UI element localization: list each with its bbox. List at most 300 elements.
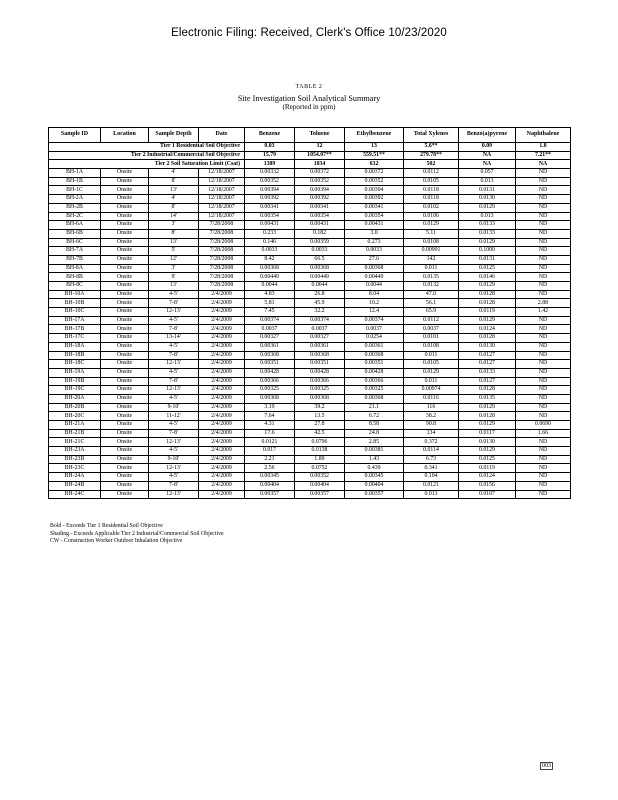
table-cell: 0.00341 <box>295 203 345 212</box>
table-cell: 17.6 <box>245 429 295 438</box>
table-cell: 56.1 <box>404 299 459 308</box>
table-cell: 0.372 <box>404 438 459 447</box>
table-cell: 0.00361 <box>295 342 345 351</box>
table-cell: BH-24C <box>49 490 101 499</box>
table-cell: ND <box>516 464 571 473</box>
table-cell: 0.00404 <box>295 481 345 490</box>
table-cell: 0.00357 <box>295 490 345 499</box>
table-cell: 0.00394 <box>295 186 345 195</box>
table-cell: ND <box>516 334 571 343</box>
table-cell: 0.00341 <box>245 203 295 212</box>
table-cell: 0.00428 <box>295 368 345 377</box>
table-cell: 0.00361 <box>345 342 404 351</box>
table-cell: 0.00404 <box>245 481 295 490</box>
table-cell: 0.00394 <box>345 186 404 195</box>
table-cell: 4.83 <box>245 290 295 299</box>
table-row <box>49 282 571 291</box>
table-cell: 0.104 <box>404 473 459 482</box>
table-cell: Onsite <box>101 334 149 343</box>
table-cell: 0.0128 <box>459 334 516 343</box>
table-cell: 2/4/2009 <box>199 368 245 377</box>
table-cell: Onsite <box>101 325 149 334</box>
table-cell: 0.00368 <box>245 264 295 273</box>
column-header: Naphthalene <box>516 128 571 143</box>
table-cell: Onsite <box>101 299 149 308</box>
table-cell: 42.5 <box>295 429 345 438</box>
table-cell: 0.00352 <box>245 177 295 186</box>
table-cell: ND <box>516 273 571 282</box>
table-row <box>49 308 571 317</box>
criteria-row <box>49 160 571 169</box>
table-cell: 0.0112 <box>404 316 459 325</box>
table-cell: 0.0129 <box>404 368 459 377</box>
table-cell: Onsite <box>101 212 149 221</box>
table-cell: ND <box>516 282 571 291</box>
table-cell: 0.439 <box>345 464 404 473</box>
table-cell: Onsite <box>101 229 149 238</box>
table-cell: BH-6B <box>49 229 101 238</box>
table-header <box>49 128 571 143</box>
table-cell: BH-17A <box>49 316 101 325</box>
table-cell: 2/4/2009 <box>199 386 245 395</box>
table-cell: 0.0037 <box>404 325 459 334</box>
table-cell: 6.73 <box>404 455 459 464</box>
table-cell: 0.0129 <box>459 421 516 430</box>
table-cell: 4-5' <box>149 394 199 403</box>
table-cell: 4-5' <box>149 342 199 351</box>
table-row <box>49 438 571 447</box>
table-cell: 2/4/2009 <box>199 473 245 482</box>
table-cell: 2.88 <box>516 299 571 308</box>
page-number: 003 <box>542 763 551 769</box>
table-cell: 0.00366 <box>295 377 345 386</box>
table-cell: BH-20C <box>49 412 101 421</box>
table-cell: Onsite <box>101 438 149 447</box>
criteria-value: 559.51** <box>345 151 404 160</box>
table-cell: 2/4/2009 <box>199 438 245 447</box>
table-cell: ND <box>516 394 571 403</box>
table-cell: 0.0146 <box>459 273 516 282</box>
table-cell: 0.00381 <box>345 447 404 456</box>
table-cell: BH-18B <box>49 351 101 360</box>
table-title: Site Investigation Soil Analytical Summary <box>237 94 381 103</box>
table-cell: Onsite <box>101 247 149 256</box>
table-cell: Onsite <box>101 264 149 273</box>
table-cell: 0.00428 <box>345 368 404 377</box>
criteria-value: 502 <box>404 160 459 169</box>
table-cell: 0.0121 <box>404 481 459 490</box>
table-row <box>49 169 571 178</box>
table-cell: 2/4/2009 <box>199 490 245 499</box>
table-cell: 12.4 <box>345 308 404 317</box>
table-cell: 0.0119 <box>459 308 516 317</box>
table-cell: 0.00359 <box>295 238 345 247</box>
table-row <box>49 481 571 490</box>
table-cell: 0.013 <box>404 490 459 499</box>
table-cell: Onsite <box>101 186 149 195</box>
table-cell: Onsite <box>101 447 149 456</box>
table-cell: 0.0121 <box>245 438 295 447</box>
table-cell: 6.72 <box>345 412 404 421</box>
table-cell: BH-10C <box>49 308 101 317</box>
table-cell: 2/4/2009 <box>199 412 245 421</box>
table-row <box>49 473 571 482</box>
table-cell: 2/4/2009 <box>199 455 245 464</box>
table-cell: 21.1 <box>345 403 404 412</box>
table-cell: BH-2A <box>49 195 101 204</box>
table-cell: Onsite <box>101 490 149 499</box>
table-cell: 0.00374 <box>245 316 295 325</box>
table-cell: 0.0037 <box>345 325 404 334</box>
table-cell: 12-13' <box>149 490 199 499</box>
criteria-row <box>49 151 571 160</box>
table-cell: 0.00354 <box>245 212 295 221</box>
table-cell: 0.0129 <box>404 221 459 230</box>
table-cell: 0.013 <box>459 212 516 221</box>
criteria-label: Tier 2 Industrial/Commercial Soil Objective <box>49 151 245 160</box>
table-cell: 0.0135 <box>404 273 459 282</box>
table-cell: BH-17B <box>49 325 101 334</box>
table-cell: Onsite <box>101 394 149 403</box>
table-cell: 0.0128 <box>459 290 516 299</box>
table-cell: 2.21 <box>245 455 295 464</box>
table-cell: ND <box>516 169 571 178</box>
table-cell: 0.0130 <box>459 342 516 351</box>
table-cell: 0.146 <box>245 238 295 247</box>
criteria-value: 0.09 <box>459 143 516 152</box>
table-cell: 0.00351 <box>295 360 345 369</box>
table-cell: 66.5 <box>295 255 345 264</box>
table-cell: ND <box>516 481 571 490</box>
table-cell: Onsite <box>101 464 149 473</box>
table-cell: 26.8 <box>295 290 345 299</box>
table-cell: 0.0128 <box>459 299 516 308</box>
table-cell: BH-1C <box>49 186 101 195</box>
table-cell: 0.00431 <box>345 221 404 230</box>
table-cell: 0.273 <box>345 238 404 247</box>
table-cell: 0.0129 <box>459 316 516 325</box>
table-cell: 1.89 <box>295 455 345 464</box>
table-cell: Onsite <box>101 429 149 438</box>
table-cell: BH-20B <box>49 403 101 412</box>
column-header: Total Xylenes <box>404 128 459 143</box>
table-cell: 0.00431 <box>295 221 345 230</box>
table-cell: 0.0796 <box>295 438 345 447</box>
table-cell: 0.0130 <box>459 195 516 204</box>
table-cell: 0.0112 <box>404 169 459 178</box>
table-cell: 5' <box>149 247 199 256</box>
criteria-value: 632 <box>345 160 404 169</box>
table-cell: Onsite <box>101 203 149 212</box>
table-cell: 2/4/2009 <box>199 351 245 360</box>
table-cell: ND <box>516 351 571 360</box>
table-cell: ND <box>516 203 571 212</box>
table-cell: 7/28/2008 <box>199 221 245 230</box>
table-row <box>49 351 571 360</box>
criteria-value: 13 <box>345 143 404 152</box>
table-cell: Onsite <box>101 342 149 351</box>
table-subtitle: (Reported in ppm) <box>282 103 336 111</box>
table-cell: 0.0128 <box>459 412 516 421</box>
table-cell: 0.057 <box>459 169 516 178</box>
table-cell: 0.00361 <box>245 342 295 351</box>
table-cell: 0.0037 <box>295 325 345 334</box>
table-row <box>49 360 571 369</box>
table-row <box>49 221 571 230</box>
table-cell: 0.0044 <box>345 282 404 291</box>
table-cell: 0.017 <box>245 447 295 456</box>
table-cell: 0.00368 <box>345 351 404 360</box>
table-row <box>49 464 571 473</box>
table-cell: Onsite <box>101 308 149 317</box>
table-cell: 0.0118 <box>404 186 459 195</box>
table-cell: BH-2C <box>49 212 101 221</box>
column-header: Toluene <box>295 128 345 143</box>
table-cell: 0.00325 <box>245 386 295 395</box>
table-cell: 0.00974 <box>404 386 459 395</box>
table-cell: 0.0129 <box>459 447 516 456</box>
legend-line: CW - Construction Worker Outdoor Inhalation Objective <box>50 538 183 545</box>
table-cell: 0.00368 <box>295 264 345 273</box>
table-cell: 12/18/2007 <box>199 195 245 204</box>
table-cell: 0.00352 <box>295 177 345 186</box>
table-row <box>49 247 571 256</box>
table-cell: 0.00368 <box>245 351 295 360</box>
table-cell: 38.2 <box>404 412 459 421</box>
table-row <box>49 195 571 204</box>
table-cell: 0.00449 <box>345 273 404 282</box>
table-cell: 4' <box>149 169 199 178</box>
table-cell: 0.0119 <box>459 464 516 473</box>
table-cell: 3.19 <box>245 403 295 412</box>
table-cell: Onsite <box>101 221 149 230</box>
table-cell: 45.9 <box>295 299 345 308</box>
table-cell: 3' <box>149 221 199 230</box>
table-cell: 116 <box>404 403 459 412</box>
table-cell: 0.0129 <box>459 282 516 291</box>
table-row <box>49 238 571 247</box>
table-label: TABLE 2 <box>295 84 323 90</box>
table-cell: BH-8B <box>49 273 101 282</box>
table-cell: 0.00392 <box>245 195 295 204</box>
column-header: Sample Depth <box>149 128 199 143</box>
table-cell: Onsite <box>101 455 149 464</box>
table-cell: Onsite <box>101 473 149 482</box>
table-cell: 0.0127 <box>459 377 516 386</box>
table-cell: 0.00372 <box>295 169 345 178</box>
table-cell: 0.0124 <box>459 325 516 334</box>
table-cell: 7/28/2008 <box>199 229 245 238</box>
table-cell: 2.85 <box>345 438 404 447</box>
table-row <box>49 455 571 464</box>
table-row <box>49 447 571 456</box>
table-cell: 0.00325 <box>295 386 345 395</box>
table-row <box>49 255 571 264</box>
table-cell: ND <box>516 447 571 456</box>
table-cell: 0.00428 <box>245 368 295 377</box>
table-cell: 0.233 <box>245 229 295 238</box>
table-cell: 0.0116 <box>404 394 459 403</box>
table-cell: 2/4/2009 <box>199 403 245 412</box>
table-row <box>49 264 571 273</box>
table-cell: 8.04 <box>345 290 404 299</box>
table-cell: 2/4/2009 <box>199 481 245 490</box>
table-cell: BH-21C <box>49 438 101 447</box>
table-cell: 0.0128 <box>459 386 516 395</box>
table-cell: ND <box>516 316 571 325</box>
table-row <box>49 212 571 221</box>
table-cell: ND <box>516 455 571 464</box>
table-cell: 2/4/2009 <box>199 299 245 308</box>
table-cell: 142 <box>404 255 459 264</box>
table-cell: 0.0129 <box>459 403 516 412</box>
legend-line: Bold - Exceeds Tier 1 Residential Soil Objective <box>50 523 163 529</box>
table-row <box>49 403 571 412</box>
table-cell: BH-23C <box>49 464 101 473</box>
table-cell: 7-8' <box>149 377 199 386</box>
table-cell: 0.00372 <box>345 169 404 178</box>
table-cell: 0.00392 <box>295 195 345 204</box>
table-cell: BH-18A <box>49 342 101 351</box>
table-cell: 0.013 <box>459 177 516 186</box>
table-cell: BH-8A <box>49 264 101 273</box>
table-cell: ND <box>516 386 571 395</box>
table-cell: ND <box>516 195 571 204</box>
table-cell: 0.00345 <box>345 473 404 482</box>
table-cell: Onsite <box>101 195 149 204</box>
table-row <box>49 290 571 299</box>
legend-line: Shading - Exceeds Applicable Tier 2 Industrial/Commercial Soil Objective <box>50 530 224 537</box>
criteria-value: NA <box>459 160 516 169</box>
table-cell: 7/28/2008 <box>199 247 245 256</box>
table-cell: Onsite <box>101 273 149 282</box>
table-cell: 12-13' <box>149 386 199 395</box>
table-cell: 9-10' <box>149 455 199 464</box>
table-row <box>49 229 571 238</box>
table-cell: ND <box>516 238 571 247</box>
table-cell: Onsite <box>101 316 149 325</box>
table-cell: 0.00327 <box>245 334 295 343</box>
table-cell: 0.00374 <box>295 316 345 325</box>
table-cell: BH-7A <box>49 247 101 256</box>
table-cell: 0.00991 <box>404 247 459 256</box>
table-cell: 2/4/2009 <box>199 290 245 299</box>
table-cell: 12-13' <box>149 464 199 473</box>
table-cell: 2/4/2009 <box>199 308 245 317</box>
table-cell: ND <box>516 490 571 499</box>
table-cell: 12-13' <box>149 308 199 317</box>
table-cell: ND <box>516 368 571 377</box>
table-cell: ND <box>516 360 571 369</box>
column-header: Benzo(a)pyrene <box>459 128 516 143</box>
criteria-value: 5.6** <box>404 143 459 152</box>
table-cell: 65.9 <box>404 308 459 317</box>
table-cell: Onsite <box>101 421 149 430</box>
table-cell: BH-8C <box>49 282 101 291</box>
table-cell: 7-8' <box>149 299 199 308</box>
table-cell: 0.0102 <box>404 203 459 212</box>
table-cell: BH-19C <box>49 386 101 395</box>
table-cell: 2/4/2009 <box>199 360 245 369</box>
table-cell: 0.0156 <box>459 481 516 490</box>
table-cell: BH-10B <box>49 299 101 308</box>
table-cell: BH-1A <box>49 169 101 178</box>
table-cell: BH-6C <box>49 238 101 247</box>
table-cell: 0.00374 <box>345 316 404 325</box>
table-cell: Onsite <box>101 360 149 369</box>
table-cell: Onsite <box>101 368 149 377</box>
table-cell: ND <box>516 377 571 386</box>
table-cell: 0.00394 <box>245 186 295 195</box>
table-cell: 2.56 <box>245 464 295 473</box>
table-cell: 12-13' <box>149 360 199 369</box>
table-cell: ND <box>516 177 571 186</box>
table-cell: 12-13' <box>149 438 199 447</box>
table-cell: 0.0033 <box>245 247 295 256</box>
table-cell: 0.00327 <box>295 334 345 343</box>
table-cell: 7-8' <box>149 351 199 360</box>
table-cell: 0.011 <box>404 351 459 360</box>
table-cell: 3' <box>149 264 199 273</box>
table-cell: BH-7B <box>49 255 101 264</box>
table-cell: 1.43 <box>345 455 404 464</box>
table-cell: 47.0 <box>404 290 459 299</box>
table-cell: BH-20A <box>49 394 101 403</box>
soil-analytical-table <box>48 127 571 499</box>
table-cell: Onsite <box>101 282 149 291</box>
table-row <box>49 342 571 351</box>
table-cell: BH-18C <box>49 360 101 369</box>
criteria-value: 1054.07** <box>295 151 345 160</box>
table-cell: 0.0033 <box>295 247 345 256</box>
table-cell: 2/4/2009 <box>199 394 245 403</box>
filing-stamp: Electronic Filing: Received, Clerk's Office 10/23/2020 <box>171 27 447 39</box>
table-row <box>49 316 571 325</box>
table-cell: ND <box>516 186 571 195</box>
table-cell: 4.31 <box>245 421 295 430</box>
table-row <box>49 412 571 421</box>
criteria-label: Tier 1 Residential Soil Objective <box>49 143 245 152</box>
table-cell: 7/28/2008 <box>199 273 245 282</box>
table-cell: 0.0108 <box>404 342 459 351</box>
table-cell: 14' <box>149 212 199 221</box>
table-cell: 7-8' <box>149 325 199 334</box>
table-cell: ND <box>516 325 571 334</box>
table-cell: 0.00357 <box>345 490 404 499</box>
table-cell: 7/28/2008 <box>199 238 245 247</box>
table-cell: ND <box>516 229 571 238</box>
table-cell: BH-23A <box>49 447 101 456</box>
table-cell: 0.0135 <box>459 394 516 403</box>
table-cell: 12/18/2007 <box>199 177 245 186</box>
column-header: Location <box>101 128 149 143</box>
criteria-value: 7.21** <box>516 151 571 160</box>
table-cell: 0.00325 <box>345 386 404 395</box>
table-cell: 90.8 <box>404 421 459 430</box>
table-cell: 0.0133 <box>459 368 516 377</box>
table-cell: 0.00352 <box>345 177 404 186</box>
table-cell: 0.00366 <box>345 377 404 386</box>
table-cell: 0.00332 <box>245 169 295 178</box>
table-cell: 0.011 <box>404 377 459 386</box>
table-cell: 0.011 <box>404 264 459 273</box>
column-header: Date <box>199 128 245 143</box>
table-cell: 0.00368 <box>345 264 404 273</box>
criteria-value: 15.79 <box>245 151 295 160</box>
table-cell: 0.0037 <box>245 325 295 334</box>
table-cell: 0.0132 <box>404 282 459 291</box>
table-cell: 8' <box>149 229 199 238</box>
